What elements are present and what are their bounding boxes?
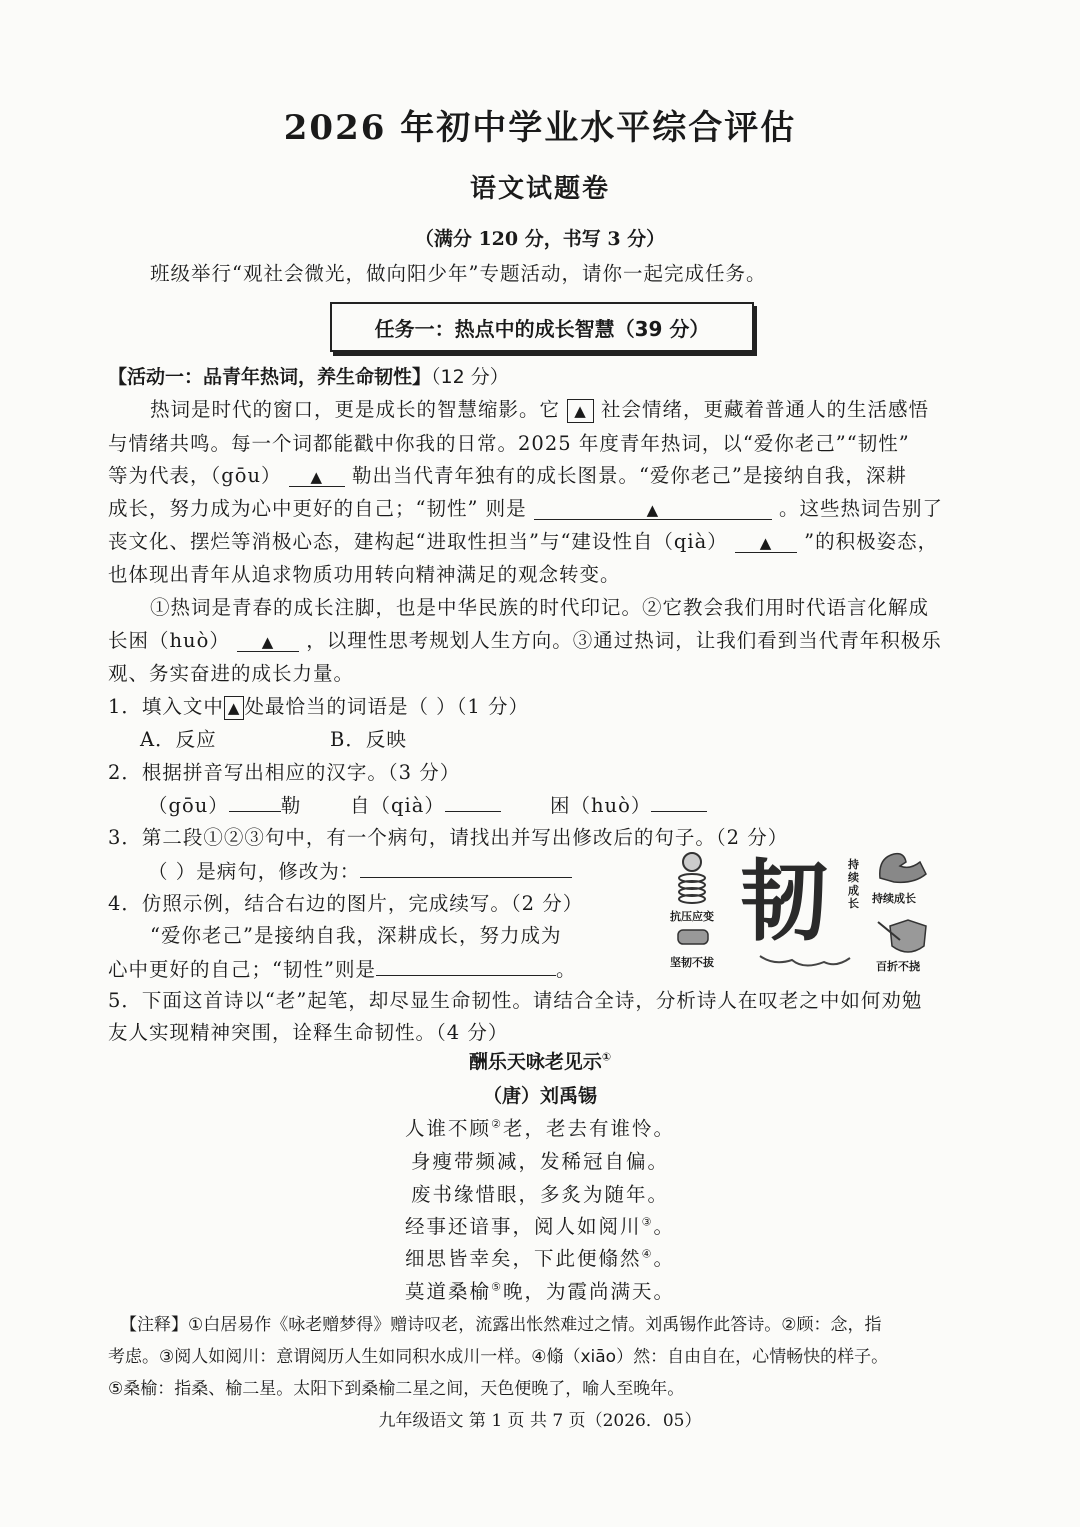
question-5: 5．下面这首诗以“老”起笔，却尽显生命韧性。请结合全诗，分析诗人在叹老之中如何劝勉 (108, 989, 923, 1012)
exam-subtitle: 语文试题卷 (469, 174, 610, 204)
passage-text: ，以理性思考规划人生方向。③通过热词，让我们看到当代青年积极乐 (306, 629, 942, 652)
roots-icon (760, 956, 850, 966)
poem-title (0, 1047, 1080, 1074)
q2-pinyin: （gōu） (148, 794, 229, 817)
q3-prompt: （ ）是病句，修改为： (148, 860, 361, 883)
blank-huo[interactable] (237, 629, 299, 652)
task1-title: 任务一：热点中的成长智慧（39 分） (374, 316, 710, 341)
passage-line (150, 394, 929, 423)
poem-text: 莫道桑榆 (405, 1280, 492, 1303)
poem-line (0, 1243, 1080, 1271)
passage-text: 社会情绪，更藏着普通人的生活感悟 (600, 398, 929, 421)
resilience-character: 韧 (740, 850, 829, 953)
poem-title-text: 酬乐天咏老见示 (468, 1051, 602, 1073)
blank-marker: ▲ (261, 633, 275, 651)
q1-option-b[interactable]: B．反映 (330, 728, 407, 751)
activity1-heading (108, 362, 509, 389)
passage-line (108, 625, 942, 653)
poem-author: （唐）刘禹锡 (482, 1085, 597, 1107)
passage-line (108, 526, 938, 554)
passage-line (108, 460, 907, 488)
q2-blank-huo[interactable] (651, 789, 707, 812)
blank-renxing[interactable] (534, 497, 772, 520)
footnote-mark: ④ (641, 1247, 654, 1261)
q4-answer-blank[interactable] (376, 953, 556, 976)
activity1-title: 【活动一：品青年热词，养生命韧性】 (108, 366, 432, 388)
poem-text: 老，老去有谁怜。 (502, 1117, 675, 1140)
poem-text: 经事还谙事，阅人如阅川 (405, 1215, 642, 1238)
intro-text: 班级举行“观社会微光，做向阳少年”专题活动，请你一起完成任务。 (150, 262, 767, 285)
footnote-mark: ① (601, 1050, 612, 1064)
question-text: 1．填入文中 (108, 695, 224, 718)
question-2: 2．根据拼音写出相应的汉字。（3 分） (108, 761, 461, 784)
poem-text: 晚，为霞尚满天。 (502, 1280, 675, 1303)
q2-blank-qia[interactable] (445, 789, 501, 812)
q3-answer-blank[interactable] (360, 855, 572, 878)
passage-line: 与情绪共鸣。每一个词都能戳中你我的日常。2025 年度青年热词，以“爱你老己”“韧性” (108, 432, 910, 455)
exam-title: 2026 年初中学业水平综合评估 (283, 108, 797, 148)
blank-marker: ▲ (646, 501, 660, 519)
label-jianren: 坚韧不拔 (670, 956, 714, 969)
poem-text: 人谁不顾 (405, 1117, 492, 1140)
passage-text: 。这些热词告别了 (779, 497, 944, 520)
notes-line: 考虑。③阅人如阅川：意谓阅历人生如同积水成川一样。④翛（xiāo）然：自由自在，心情畅快的样子。 (108, 1347, 889, 1367)
poem-line (0, 1211, 1080, 1239)
q4-example-line: “爱你老己”是接纳自我，深耕成长，努力成为 (150, 924, 562, 947)
passage-line (108, 493, 943, 521)
poem-text: 。 (653, 1215, 675, 1238)
passage-text: 长困（huò） (108, 629, 230, 652)
muscle-icon (880, 854, 926, 883)
q4-answer-row (108, 953, 576, 982)
q4-end: 。 (555, 958, 577, 981)
question-1 (108, 691, 529, 720)
footnote-mark: ⑤ (491, 1280, 503, 1294)
activity1-points: （12 分） (431, 366, 509, 388)
q2-pinyin: 自（qià） (350, 794, 445, 817)
task1-banner (330, 302, 754, 352)
page-footer: 九年级语文 第 1 页 共 7 页（2026．05） (378, 1411, 702, 1431)
passage-text: 勒出当代青年独有的成长图景。“爱你老己”是接纳自我，深耕 (351, 464, 907, 487)
blank-gou[interactable] (289, 464, 345, 487)
passage-text: 成长，努力成为心中更好的自己；“韧性” 则是 (108, 497, 527, 520)
score-note: （满分 120 分，书写 3 分） (414, 228, 666, 250)
passage-line: 也体现出青年从追求物质功用转向精神满足的观念转变。 (108, 563, 621, 586)
label-baizhe: 百折不挠 (876, 960, 920, 973)
label-chixu: 持续成长 (872, 892, 916, 905)
passage-text: 热词是时代的窗口，更是成长的智慧缩影。它 (150, 398, 561, 421)
shield-icon (878, 920, 926, 952)
spring-icon (679, 853, 705, 903)
q3-answer-row (148, 855, 572, 884)
q2-pinyin: 困（huò） (550, 794, 652, 817)
label-kangya: 抗压应变 (670, 910, 714, 923)
blank-qia[interactable] (735, 530, 797, 553)
poem-line (0, 1113, 1080, 1141)
blank-box-marker: ▲ (567, 399, 594, 423)
q2-answer-row (350, 789, 501, 818)
q1-option-a[interactable]: A．反应 (140, 728, 217, 751)
passage-text: 丧文化、摆烂等消极心态，建构起“进取性担当”与“建设性自（qià） (108, 530, 728, 553)
footnote-mark: ② (491, 1117, 503, 1131)
label-side: 持续成长 (848, 858, 859, 910)
q2-answer-row (148, 789, 301, 818)
resilience-illustration (664, 848, 936, 976)
question-5-cont: 友人实现精神突围，诠释生命韧性。（4 分） (108, 1021, 509, 1044)
blank-box-marker: ▲ (224, 696, 245, 720)
blank-marker: ▲ (310, 468, 324, 486)
q2-blank-gou[interactable] (229, 789, 281, 812)
question-text: 处最恰当的词语是（ ）（1 分） (244, 695, 530, 718)
poem-text: 。 (653, 1247, 675, 1270)
poem-line: 废书缘惜眼，多炙为随年。 (410, 1183, 669, 1206)
footnote-mark: ③ (641, 1215, 654, 1229)
blank-marker: ▲ (759, 534, 773, 552)
question-4: 4．仿照示例，结合右边的图片，完成续写。（2 分） (108, 892, 584, 915)
poem-text: 细思皆幸矣，下此便翛然 (405, 1247, 642, 1270)
passage-text: ”的积极姿态， (804, 530, 939, 553)
notes-line: ⑤桑榆：指桑、榆二星。太阳下到桑榆二星之间，天色便晚了，喻人至晚年。 (108, 1379, 685, 1399)
notes-line: 【注释】①白居易作《咏老赠梦得》赠诗叹老，流露出怅然难过之情。刘禹锡作此答诗。②顾：念，指 (120, 1315, 882, 1335)
q2-char: 勒 (280, 794, 302, 817)
q4-prompt: 心中更好的自己；“韧性”则是 (108, 958, 376, 981)
passage-line: 观、务实奋进的成长力量。 (108, 662, 355, 685)
q2-answer-row (550, 789, 707, 818)
passage-line: ①热词是青春的成长注脚，也是中华民族的时代印记。②它教会我们用时代语言化解成 (150, 596, 930, 619)
poem-line: 身瘦带频减，发稀冠自偏。 (410, 1150, 669, 1173)
fist-icon (678, 930, 708, 944)
passage-text: 等为代表，（gōu） (108, 464, 282, 487)
poem-line (0, 1276, 1080, 1304)
question-3: 3．第二段①②③句中，有一个病句，请找出并写出修改后的句子。（2 分） (108, 826, 789, 849)
